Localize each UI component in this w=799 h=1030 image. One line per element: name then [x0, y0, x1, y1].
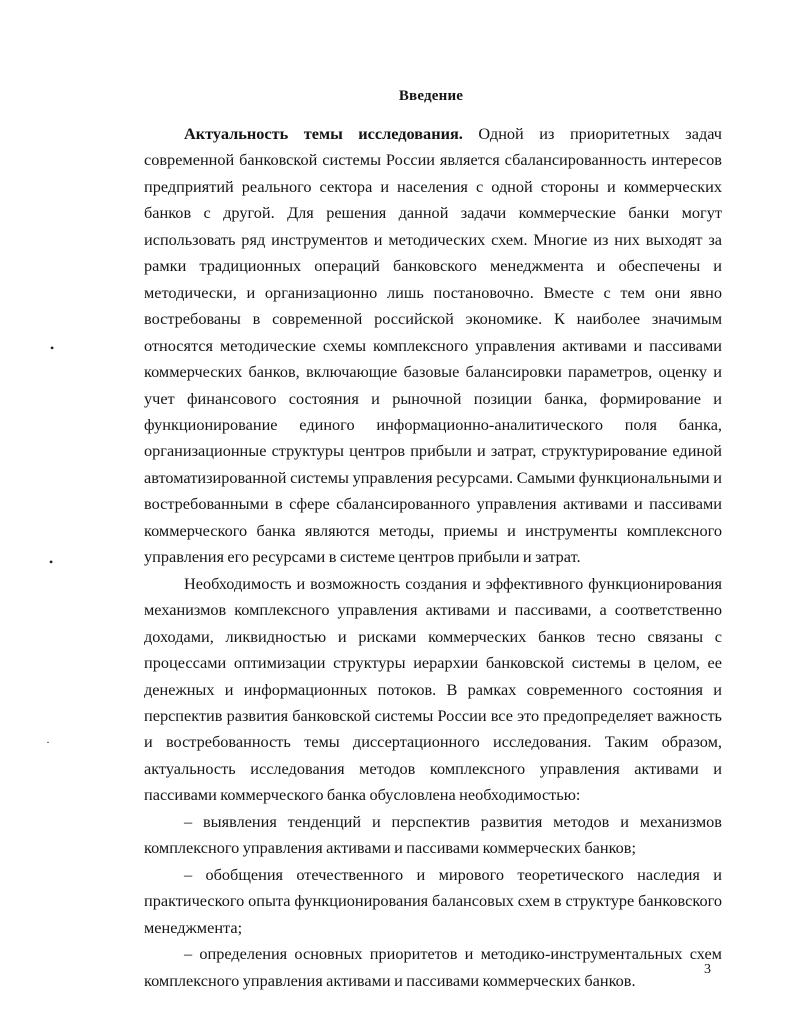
list-item: – обобщения отечественного и мирового теоретического наследия и практического опыта функционирования балансовых схем в структуре банковского менеджмента; — [144, 864, 722, 937]
scan-speck: · — [46, 735, 50, 749]
paragraph-lead: Актуальность темы исследования. — [184, 124, 463, 143]
page-number: 3 — [704, 962, 711, 977]
paragraph-text: Одной из приоритетных задач современной банковской системы России является сбалансированность интересов предприятий реального сектора и населения с одной стороны и коммерческих банков с другой. Для решения данной задачи коммерческие банки могут использовать ряд инструментов и методических схем. Многие из них выходят за рамки традиционных операций банковского менеджмента и обеспечены и методически, и организационно лишь постановочно. Вместе с тем они явно востребованы в современной российской экономике. К наиболее значимым относятся методические схемы комплексного управления активами и пассивами коммерческих банков, включающие базовые балансировки параметров, оценку и учет финансового состояния и рыночной позиции банка, формирование и функционирование единого информационно-аналитического поля банка, организационные структуры центров прибыли и затрат, структурирование единой автоматизированной системы управления ресурсами. Самыми функциональными и востребованными в сфере сбалансированного управления активами и пассивами коммерческого банка являются методы, приемы и инструменты комплексного управления его ресурсами в системе центров прибыли и затрат. — [144, 124, 722, 567]
document-body — [144, 121, 722, 994]
section-title: Введение — [398, 88, 464, 104]
scan-speck: • — [50, 341, 55, 355]
list-item: – выявления тенденций и перспектив развития методов и механизмов комплексного управления активами и пассивами коммерческих банков; — [144, 811, 722, 858]
scan-speck: • — [49, 555, 54, 569]
paragraph-relevance — [144, 121, 722, 571]
list-item: – определения основных приоритетов и методико-инструментальных схем комплексного управления активами и пассивами коммерческих банков. — [144, 944, 722, 990]
paragraph-necessity: Необходимость и возможность создания и эффективного функционирования механизмов комплексного управления активами и пассивами, а соответственно доходами, ликвидностью и рисками коммерческих банков тесно связаны с процессами оптимизации структуры иерархии банковской системы в целом, ее денежных и информационных потоков. В рамках современного состояния и перспектив развития банковской системы России все это предопределяет важность и востребованность темы диссертационного исследования. Таким образом, актуальность исследования методов комплексного управления активами и пассивами коммерческого банка обусловлена необходимостью: — [144, 573, 722, 805]
